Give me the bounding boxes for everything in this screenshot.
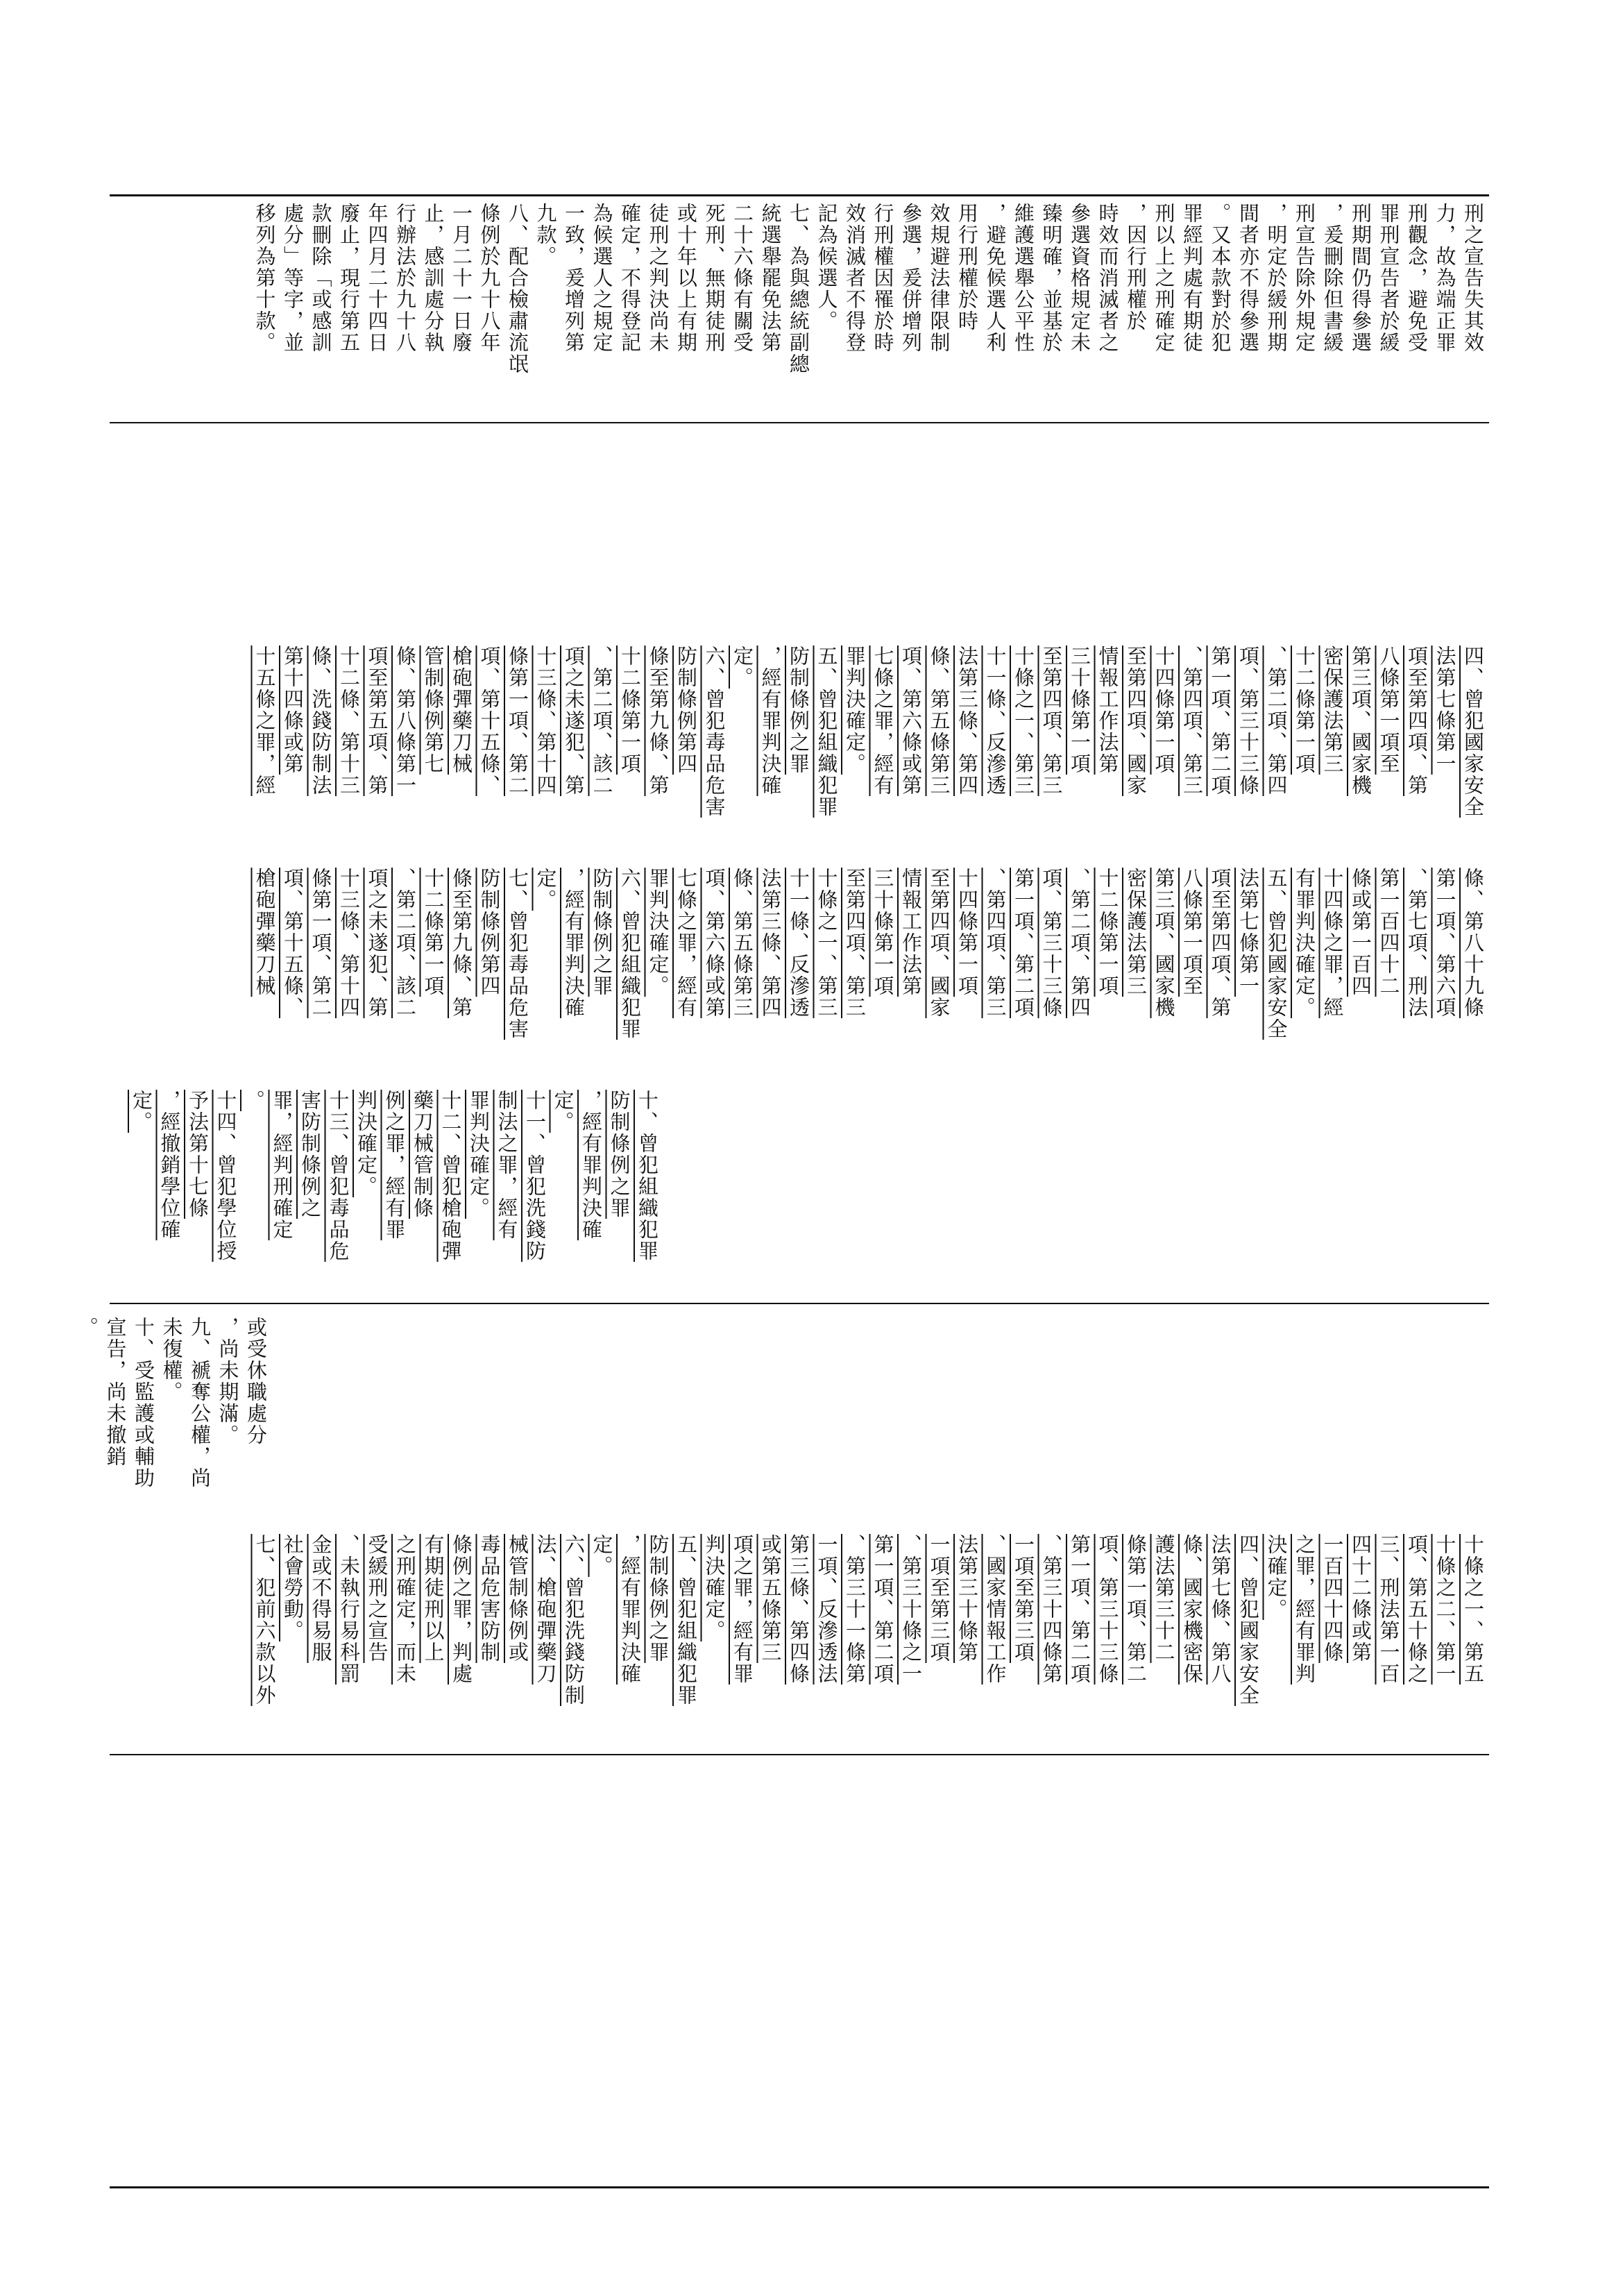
- text-line: 十一條、反滲透: [787, 868, 810, 1018]
- row2-amended-col2-text: [250, 868, 1487, 1040]
- text-line: 護法第三十二: [1152, 1534, 1176, 1663]
- row-divider-2: [110, 1303, 1489, 1304]
- text-line: 有期徒刑以上: [421, 1534, 445, 1663]
- text-line: 罪，經判刑確定: [270, 1090, 294, 1240]
- text-line: 止，感訓處分執: [421, 203, 445, 353]
- text-line: 三、刑法第一百: [1377, 1534, 1401, 1685]
- text-line: 十二條、第十三: [337, 645, 361, 796]
- text-line: 八條第一項至: [1377, 645, 1401, 775]
- text-line: 項、第三十三條: [1039, 868, 1064, 1018]
- text-line: 定。: [551, 1090, 575, 1133]
- text-line: 定。: [534, 868, 558, 911]
- text-line: 效規避法律限制: [927, 203, 951, 353]
- text-line: 防制條例之罪: [646, 1534, 670, 1663]
- text-line: 項、第十五條、: [477, 645, 502, 796]
- text-line: 刑期間仍得參選: [1349, 203, 1373, 353]
- text-line: 一項至第三項: [1012, 1534, 1035, 1663]
- text-line: 、第二項、該二: [590, 645, 614, 796]
- text-line: 一致，爰增列第: [562, 203, 586, 353]
- text-line: 第一項、第二項: [1012, 868, 1035, 1018]
- text-line: 決確定。: [1264, 1534, 1289, 1620]
- text-line: 罪刑宣告者於緩: [1377, 203, 1401, 353]
- text-line: 判決確定。: [355, 1090, 378, 1197]
- text-line: 間者亦不得參選: [1237, 203, 1260, 353]
- text-line: 情報工作法第: [1096, 645, 1120, 775]
- text-line: 刑宣告除外規定: [1293, 203, 1316, 353]
- text-line: 法、槍砲彈藥刀: [534, 1534, 558, 1685]
- text-line: 槍砲彈藥刀械: [253, 868, 277, 997]
- text-line: 第三項、國家機: [1152, 868, 1176, 1018]
- text-line: 時效而消滅者之: [1096, 203, 1120, 353]
- text-line: 定。: [590, 1534, 614, 1577]
- text-line: 力，故為端正罪: [1433, 203, 1457, 353]
- text-line: 十四條第一項: [955, 868, 979, 997]
- text-line: 法第三十條第: [955, 1534, 979, 1663]
- text-line: 九、褫奪公權，尚: [188, 1317, 212, 1489]
- text-line: 十條之二、第一: [1433, 1534, 1457, 1685]
- text-line: 刑以上之刑確定: [1152, 203, 1176, 353]
- text-line: 七條之罪，經有: [871, 645, 895, 796]
- table-top-border: [110, 194, 1489, 196]
- text-line: 、第四項、第三: [983, 868, 1008, 1018]
- text-line: 刑之宣告失其效: [1461, 203, 1485, 353]
- text-line: 項之罪，經有罪: [731, 1534, 754, 1685]
- text-line: 條或第一百四: [1349, 868, 1373, 997]
- text-line: 、第二項、第四: [1068, 868, 1091, 1018]
- text-line: 六、曾犯毒品危害: [702, 645, 726, 818]
- text-line: 參選資格規定未: [1068, 203, 1091, 353]
- text-line: 十四、曾犯學位授: [214, 1090, 238, 1262]
- text-line: 、第二項、第四: [1264, 645, 1289, 796]
- text-line: 十二條第一項: [1096, 868, 1120, 997]
- row3-amended-text: [250, 1534, 1487, 1706]
- text-line: 藥刀械管制條: [411, 1090, 434, 1219]
- text-line: 、第四項、第三: [1180, 645, 1204, 796]
- text-line: 條第一項、第二: [1124, 1534, 1148, 1685]
- text-line: 或十年以上有期: [674, 203, 698, 353]
- row-divider-3: [110, 1754, 1489, 1755]
- text-line: 四十二條或第: [1349, 1534, 1373, 1663]
- text-line: 第一項、第二項: [871, 1534, 895, 1685]
- text-line: 。又本款對於犯: [1208, 203, 1232, 353]
- text-line: 十三條、第十四: [337, 868, 361, 1018]
- text-line: ，經有罪判決確: [562, 868, 586, 1018]
- text-line: 年四月二十四日: [365, 203, 389, 353]
- text-line: 行刑權因罹於時: [871, 203, 895, 353]
- text-line: 受緩刑之宣告: [365, 1534, 389, 1663]
- text-line: ，因行刑權於: [1124, 203, 1148, 332]
- text-line: 五、曾犯組織犯罪: [815, 645, 839, 818]
- text-line: 用行刑權於時: [955, 203, 979, 332]
- text-line: 第一項、第二項: [1068, 1534, 1091, 1685]
- text-line: 定。: [731, 645, 754, 689]
- text-line: 金或不得易服: [309, 1534, 333, 1663]
- text-line: 罪判決確定。: [467, 1090, 491, 1219]
- text-line: 罪經判處有期徒: [1180, 203, 1204, 353]
- text-line: 五、曾犯組織犯罪: [674, 1534, 698, 1706]
- text-line: 第一項、第二項: [1208, 645, 1232, 796]
- text-line: 統選舉罷免法第: [758, 203, 783, 353]
- text-line: 十二、曾犯槍砲彈: [439, 1090, 463, 1262]
- text-line: 臻明確，並基於: [1039, 203, 1064, 353]
- text-line: 為候選人之規定: [590, 203, 614, 353]
- text-line: 防制條例之罪: [787, 645, 810, 775]
- text-line: 條、第八條第一: [393, 645, 417, 796]
- text-line: 密保護法第三: [1124, 868, 1148, 997]
- text-line: 十五條之罪，經: [253, 645, 277, 796]
- text-line: 三十條第一項: [1068, 645, 1091, 775]
- text-line: 十條之一、第三: [815, 868, 839, 1018]
- text-line: 第一百四十二: [1377, 868, 1401, 997]
- text-line: 四、曾犯國家安全: [1237, 1534, 1260, 1706]
- text-line: 條至第九條、第: [646, 645, 670, 796]
- text-line: 之罪，經有罪判: [1293, 1534, 1316, 1685]
- text-line: 宣告，尚未撤銷: [103, 1317, 128, 1467]
- text-line: 十條之一、第三: [1012, 645, 1035, 796]
- text-line: 至第四項、國家: [1124, 645, 1148, 796]
- text-line: 十一、曾犯洗錢防: [523, 1090, 547, 1262]
- text-line: 第一項、第六項: [1433, 868, 1457, 1018]
- text-line: ，尚未期滿。: [216, 1317, 240, 1446]
- text-line: 十三條、第十四: [534, 645, 558, 796]
- text-line: 予法第十七條: [186, 1090, 210, 1219]
- text-line: ，避免候選人利: [983, 203, 1008, 353]
- text-line: 效消滅者不得登: [843, 203, 867, 353]
- text-line: 、第七項、刑法: [1405, 868, 1429, 1018]
- text-line: 罪判決確定。: [843, 645, 867, 775]
- text-line: 一項、反滲透法: [815, 1534, 839, 1685]
- text-line: 項、第十五條、: [281, 868, 305, 1018]
- text-line: 有罪判決確定。: [1293, 868, 1316, 1018]
- text-line: 法第三條、第四: [955, 645, 979, 796]
- text-line: ，經撤銷學位確: [158, 1090, 182, 1240]
- text-line: 七、為與總統副總: [787, 203, 810, 375]
- text-line: 槍砲彈藥刀械: [450, 645, 473, 775]
- text-line: 十二條第一項: [1293, 645, 1316, 775]
- text-line: 一百四十四條: [1320, 1534, 1345, 1663]
- text-line: 六、曾犯組織犯罪: [618, 868, 642, 1040]
- text-line: 第十四條或第: [281, 645, 305, 775]
- text-line: 例之罪，經有罪: [382, 1090, 407, 1240]
- text-line: 十一條、反滲透: [983, 645, 1008, 796]
- row2-current-text: [250, 645, 1487, 818]
- row1-explanation-text: [250, 203, 1487, 375]
- text-line: 械管制條例或: [506, 1534, 529, 1663]
- text-line: ，經有罪判決確: [758, 645, 783, 796]
- text-line: 十條之一、第五: [1461, 1534, 1485, 1685]
- text-line: 防制條例之罪: [607, 1090, 631, 1219]
- text-line: 制法之罪，經有: [495, 1090, 519, 1240]
- text-line: 條、第五條第三: [927, 645, 951, 796]
- text-line: 至第四項、國家: [927, 868, 951, 1018]
- text-line: 七、曾犯毒品危害: [506, 868, 529, 1040]
- text-line: 判決確定。: [702, 1534, 726, 1641]
- text-line: 或受休職處分: [244, 1317, 268, 1446]
- text-line: 毒品危害防制: [477, 1534, 502, 1663]
- text-line: ，經有罪判決確: [618, 1534, 642, 1685]
- text-line: 定。: [130, 1090, 153, 1133]
- text-line: 款刪除「或感訓: [309, 203, 333, 353]
- text-line: ，爰刪除但書緩: [1320, 203, 1345, 353]
- text-line: 、第二項、該二: [393, 868, 417, 1018]
- text-line: 四、曾犯國家安全: [1461, 645, 1485, 818]
- text-line: 八、配合檢肅流氓: [506, 203, 529, 375]
- text-line: 行辦法於九十八: [393, 203, 417, 353]
- text-line: 、第三十四條第: [1039, 1534, 1064, 1685]
- text-line: 項、第六條或第: [702, 868, 726, 1018]
- text-line: 七、犯前六款以外: [253, 1534, 277, 1706]
- text-line: 十四條之罪，經: [1320, 868, 1345, 1018]
- text-line: 、第三十條之一: [899, 1534, 923, 1685]
- text-line: 十二條第一項: [618, 645, 642, 775]
- text-line: 徒刑之判決尚未: [646, 203, 670, 353]
- text-line: 十三、曾犯毒品危: [326, 1090, 350, 1262]
- text-line: 九款。: [534, 203, 558, 267]
- text-line: 情報工作法第: [899, 868, 923, 997]
- text-line: 十、受監護或輔助: [132, 1317, 155, 1489]
- text-line: 、國家情報工作: [983, 1534, 1008, 1685]
- text-line: 一月二十一日廢: [450, 203, 473, 353]
- text-line: 項、第三十三條: [1096, 1534, 1120, 1685]
- text-line: 或第五條第三: [758, 1534, 783, 1663]
- text-line: 。: [242, 1090, 266, 1111]
- text-line: 。: [76, 1317, 99, 1338]
- text-line: 二十六條有關受: [731, 203, 754, 353]
- text-line: 一項至第三項: [927, 1534, 951, 1663]
- text-line: 法第七條第一: [1237, 868, 1260, 997]
- text-line: 六、曾犯洗錢防制: [562, 1534, 586, 1706]
- text-line: 防制條例第四: [477, 868, 502, 997]
- text-line: 十二條第一項: [421, 868, 445, 997]
- text-line: 社會勞動。: [281, 1534, 305, 1641]
- text-line: 條例之罪，判處: [450, 1534, 473, 1685]
- text-line: 、未執行易科罰: [337, 1534, 361, 1685]
- row-divider-1: [110, 422, 1489, 423]
- text-line: 項、第五十條之: [1405, 1534, 1429, 1685]
- text-line: 條例於九十八年: [477, 203, 502, 353]
- text-line: 維護選舉公平性: [1012, 203, 1035, 353]
- text-line: ，明定於緩刑期: [1264, 203, 1289, 353]
- text-line: 條至第九條、第: [450, 868, 473, 1018]
- text-line: 法第七條第一: [1433, 645, 1457, 775]
- text-line: 五、曾犯國家安全: [1264, 868, 1289, 1040]
- text-line: 項之未遂犯、第: [562, 645, 586, 796]
- text-line: 項至第四項、第: [1208, 868, 1232, 1018]
- text-line: 項至第五項、第: [365, 645, 389, 796]
- text-line: 十四條第一項: [1152, 645, 1176, 775]
- text-line: 項、第三十三條: [1237, 645, 1260, 796]
- text-line: 記為候選人。: [815, 203, 839, 332]
- text-line: 至第四項、第三: [1039, 645, 1064, 796]
- text-line: 三十條第一項: [871, 868, 895, 997]
- text-line: 八條第一項至: [1180, 868, 1204, 997]
- table-bottom-border: [110, 2186, 1489, 2188]
- text-line: 第三項、國家機: [1349, 645, 1373, 796]
- text-line: 條第一項、第二: [309, 868, 333, 1018]
- text-line: 第三條、第四條: [787, 1534, 810, 1685]
- text-line: 條、第八十九條: [1461, 868, 1485, 1018]
- text-line: 項之未遂犯、第: [365, 868, 389, 1018]
- text-line: 條、洗錢防制法: [309, 645, 333, 796]
- text-line: 、第三十一條第: [843, 1534, 867, 1685]
- text-line: 條、國家機密保: [1180, 1534, 1204, 1685]
- text-line: 之刑確定，而未: [393, 1534, 417, 1685]
- text-line: 廢止，現行第五: [337, 203, 361, 353]
- text-line: 防制條例之罪: [590, 868, 614, 997]
- text-line: 移列為第十款。: [253, 203, 277, 353]
- text-line: 死刑、無期徒刑: [702, 203, 726, 353]
- text-line: 參選，爰併增列: [899, 203, 923, 353]
- text-line: 條第一項、第二: [506, 645, 529, 796]
- text-line: 法第三條、第四: [758, 868, 783, 1018]
- row3-current-text: [74, 1317, 271, 1489]
- text-line: 害防制條例之: [298, 1090, 322, 1219]
- text-line: 七條之罪，經有: [674, 868, 698, 1018]
- text-line: 法第七條、第八: [1208, 1534, 1232, 1685]
- text-line: ，經有罪判決確: [579, 1090, 603, 1240]
- text-line: 確定，不得登記: [618, 203, 642, 353]
- text-line: 防制條例第四: [674, 645, 698, 775]
- row2-amended-col1-text: [128, 1090, 662, 1262]
- text-line: 未復權。: [160, 1317, 184, 1403]
- text-line: 十、曾犯組織犯罪: [636, 1090, 659, 1262]
- text-line: 刑觀念，避免受: [1405, 203, 1429, 353]
- text-line: 罪判決確定。: [646, 868, 670, 997]
- text-line: 至第四項、第三: [843, 868, 867, 1018]
- text-line: 項、第六條或第: [899, 645, 923, 796]
- text-line: 項至第四項、第: [1405, 645, 1429, 796]
- text-line: 密保護法第三: [1320, 645, 1345, 775]
- text-line: 處分」等字，並: [281, 203, 305, 353]
- text-line: 條、第五條第三: [731, 868, 754, 1018]
- text-line: 管制條例第七: [421, 645, 445, 775]
